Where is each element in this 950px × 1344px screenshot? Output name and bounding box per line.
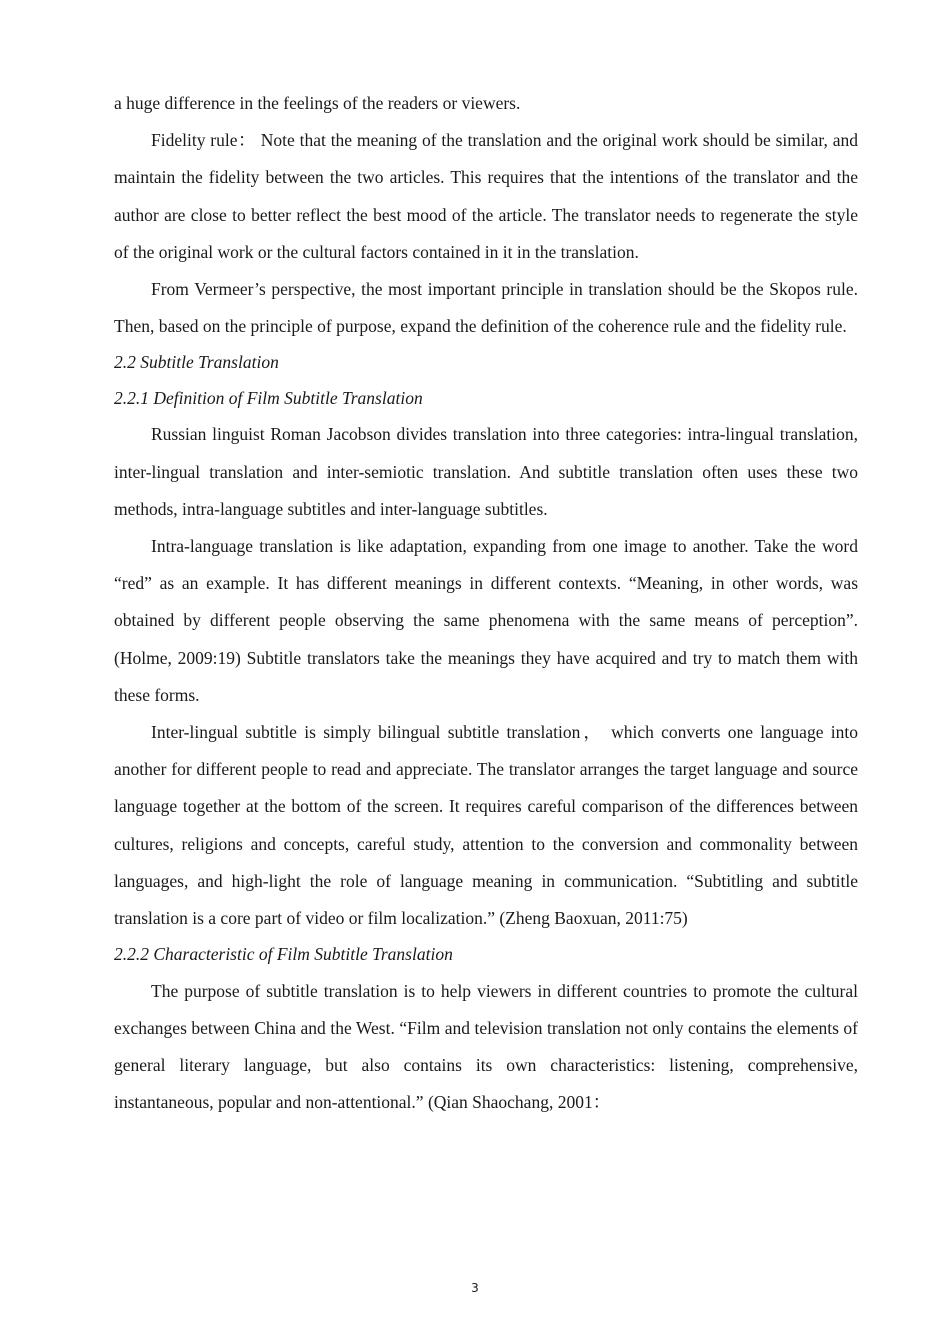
section-heading-2-2-2: 2.2.2 Characteristic of Film Subtitle Translation bbox=[114, 944, 453, 965]
paragraph-continuation: a huge difference in the feelings of the readers or viewers. bbox=[114, 93, 521, 113]
paragraph-purpose: The purpose of subtitle translation is to help viewers in different countries to promote the cultural exchanges between China and the West. “Film and television translation not only contains the elements of general literary language, but also contains its own characteristics: listening, comprehensive, instantaneous, popular and non-attentional.” (Qian Shaochang, 2001： bbox=[114, 980, 858, 1113]
paragraph-jacobson: Russian linguist Roman Jacobson divides translation into three categories: intra-lingual translation, inter-lingual translation and inter-semiotic translation. And subtitle translation often uses these two methods, intra-language subtitles and inter-language subtitles. bbox=[114, 424, 858, 519]
body-text bbox=[114, 85, 858, 1122]
section-heading-2-2-1: 2.2.1 Definition of Film Subtitle Translation bbox=[114, 387, 423, 408]
section-heading-2-2: 2.2 Subtitle Translation bbox=[114, 352, 279, 373]
paragraph-inter-lingual: Inter-lingual subtitle is simply bilingual subtitle translation， which converts one language into another for different people to read and appreciate. The translator arranges the target language and source language together at the bottom of the screen. It requires careful comparison of the differences between cultures, religions and concepts, careful study, attention to the conversion and commonality between languages, and high-light the role of language meaning in communication. “Subtitling and subtitle translation is a core part of video or film localization.” (Zheng Baoxuan, 2011:75) bbox=[114, 722, 858, 929]
page-number: 3 bbox=[471, 1281, 479, 1295]
paragraph-fidelity-rule: Fidelity rule： Note that the meaning of the translation and the original work should be similar, and maintain the fidelity between the two articles. This requires that the intentions of the translator and the author are close to better reflect the best mood of the article. The translator needs to regenerate the style of the original work or the cultural factors contained in it in the translation. bbox=[114, 130, 858, 262]
paragraph-intra-language: Intra-language translation is like adaptation, expanding from one image to another. Take the word “red” as an example. It has different meanings in different contexts. “Meaning, in other words, was obtained by different people observing the same phenomena with the same means of perception”. (Holme, 2009:19) Subtitle translators take the meanings they have acquired and try to match them with these forms. bbox=[114, 536, 858, 705]
paragraph-vermeer-perspective: From Vermeer’s perspective, the most important principle in translation should be the Skopos rule. Then, based on the principle of purpose, expand the definition of the coherence rule and the fidelity rule. bbox=[114, 279, 858, 337]
